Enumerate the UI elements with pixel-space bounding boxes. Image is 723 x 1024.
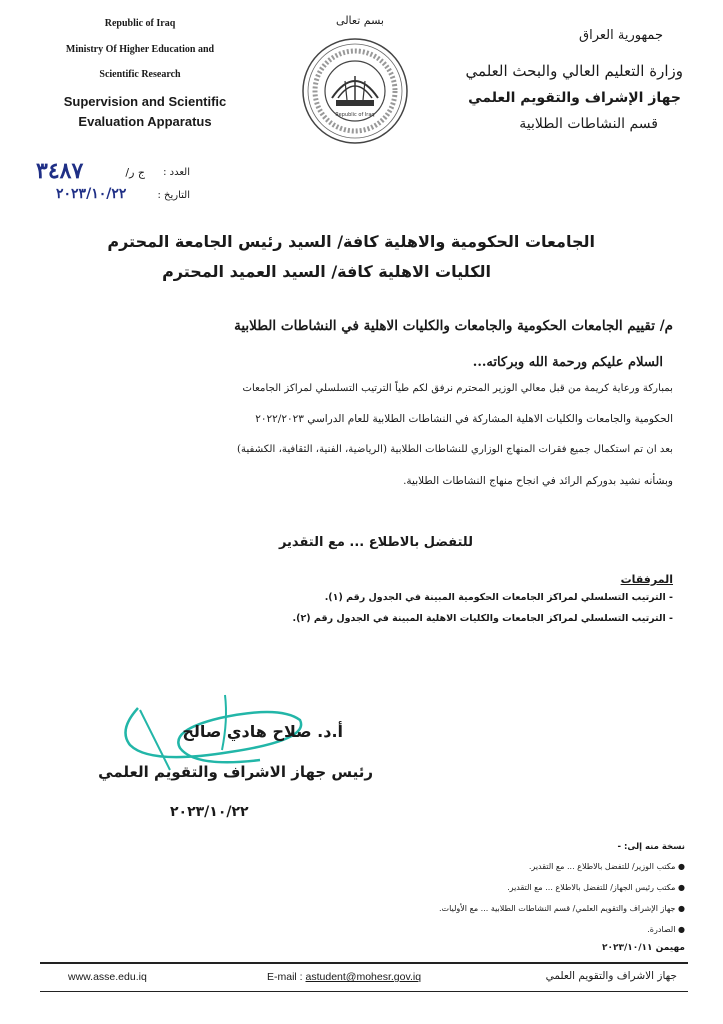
footer-email[interactable] <box>267 971 421 983</box>
bullet-icon: ● <box>675 862 685 871</box>
addressee-line-1: الجامعات الحكومية والاهلية كافة/ السيد رئيس الجامعة المحترم <box>107 232 595 251</box>
closing-line: للتفضل بالاطلاع ... مع التقدير <box>278 535 473 550</box>
body-line-4: وبشأنه نشيد بدوركم الرائد في انجاح منهاج النشاطات الطلابية. <box>403 475 673 487</box>
header-ar-line-4: قسم النشاطات الطلابية <box>519 116 658 132</box>
copies-footer-tag: مهيمن ٢٠٢٣/١٠/١١ <box>602 943 685 953</box>
header-en-line-3: Scientific Research <box>99 69 181 80</box>
bullet-icon: ● <box>675 925 685 934</box>
ref-date-handwritten: ٢٠٢٣/١٠/٢٢ <box>56 186 127 202</box>
addressee-line-2: الكليات الاهلية كافة/ السيد العميد المحترم <box>162 262 491 281</box>
attachment-item-2: - الترتيب التسلسلي لمراكز الجامعات والكليات الاهلية المبينة في الجدول رقم (٢). <box>292 613 673 624</box>
signatory-name: أ.د. صلاح هادي صالح <box>182 722 343 741</box>
seal-center-text: Republic of Iraq <box>335 112 375 118</box>
header-en-line-4: Supervision and Scientific <box>63 94 227 109</box>
header-en-line-5: Evaluation Apparatus <box>78 114 212 129</box>
attachment-item-1: - الترتيب التسلسلي لمراكز الجامعات الحكومية المبينة في الجدول رقم (١). <box>324 592 673 603</box>
signatory-title: رئيس جهاز الاشراف والتقويم العلمي <box>98 763 373 781</box>
footer-divider-top <box>40 962 688 964</box>
header-en-line-1: Republic of Iraq <box>104 18 176 29</box>
ministry-seal <box>300 36 410 146</box>
body-line-2: الحكومية والجامعات والكليات الاهلية المشاركة في النشاطات الطلابية للعام الدراسي ٢٠٢٢/٢٠٢٣ <box>255 413 673 425</box>
copy-item-3 <box>365 904 685 913</box>
copy-item-2-text: مكتب رئيس الجهاز/ للتفضل بالاطلاع ... مع التقدير. <box>507 883 676 892</box>
footer-email-address[interactable]: astudent@mohesr.gov.iq <box>305 971 422 983</box>
footer-org: جهاز الاشراف والتقويم العلمي <box>545 970 677 982</box>
signature-date: ٢٠٢٣/١٠/٢٢ <box>170 804 249 820</box>
attachments-title: المرفقات <box>620 573 673 586</box>
ref-number-prefix: ج ر/ <box>125 166 145 179</box>
header-ar-line-2: وزارة التعليم العالي والبحث العلمي <box>465 62 683 80</box>
copies-title: نسخة منه إلى: - <box>617 842 685 852</box>
ref-date-label: التاريخ : <box>157 190 190 201</box>
body-line-3: بعد ان تم استكمال جميع فقرات المنهاج الوزاري للنشاطات الطلابية (الرياضية، الفنية، الثقافية، الكشفية) <box>237 444 673 455</box>
copy-item-4-text: الصادرة. <box>647 925 676 934</box>
greeting: السلام عليكم ورحمة الله وبركاته... <box>472 355 663 370</box>
letter-subject: م/ تقييم الجامعات الحكومية والجامعات والكليات الاهلية في النشاطات الطلابية <box>234 318 673 334</box>
basmala: بسم تعالى <box>336 14 384 27</box>
copy-item-3-text: جهاز الإشراف والتقويم العلمي/ قسم النشاطات الطلابية ... مع الأوليات. <box>439 904 676 913</box>
copy-item-1 <box>425 862 685 871</box>
footer-email-label: E-mail : <box>267 971 303 983</box>
copy-item-2 <box>425 883 685 892</box>
footer-website[interactable]: www.asse.edu.iq <box>68 971 147 983</box>
footer-divider-bottom <box>40 991 688 992</box>
body-line-1: بمباركة ورعاية كريمة من قبل معالي الوزير المحترم نرفق لكم طياً الترتيب التسلسلي لمراكز الجامعات <box>242 383 673 394</box>
bullet-icon: ● <box>675 883 685 892</box>
bullet-icon: ● <box>675 904 685 913</box>
ref-number-handwritten: ٣٤٨٧ <box>36 158 84 184</box>
copy-item-1-text: مكتب الوزير/ للتفضل بالاطلاع ... مع التقدير. <box>528 862 676 871</box>
copy-item-4 <box>525 925 685 934</box>
ref-number-label: العدد : <box>163 167 190 178</box>
header-ar-line-1: جمهورية العراق <box>579 28 663 43</box>
header-en-line-2: Ministry Of Higher Education and <box>65 44 215 55</box>
header-ar-line-3: جهاز الإشراف والتقويم العلمي <box>468 90 681 106</box>
